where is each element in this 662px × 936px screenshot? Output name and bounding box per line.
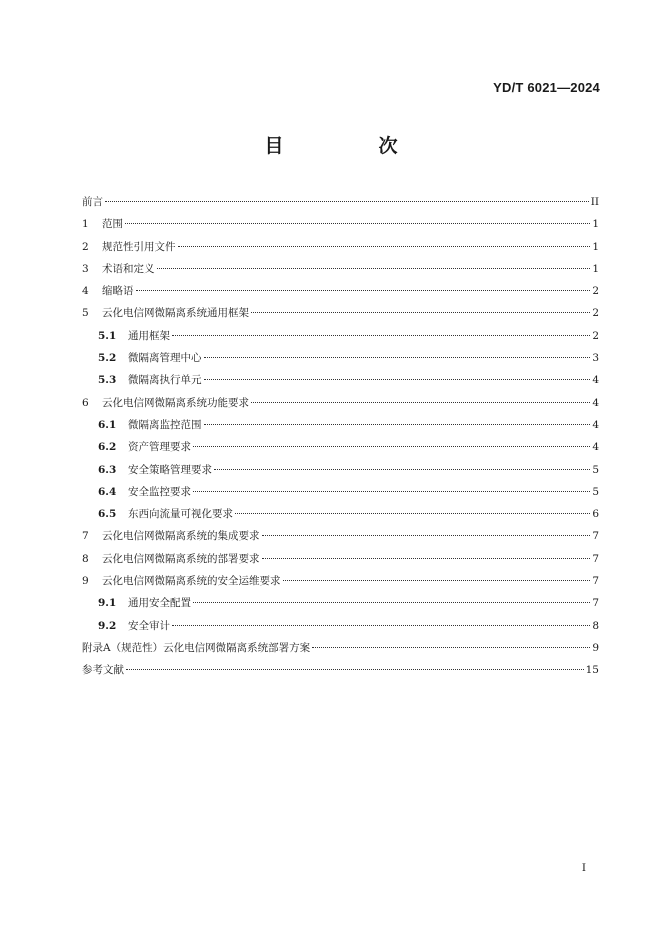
toc-entry[interactable]	[82, 459, 599, 481]
toc-entry-label: 范围	[102, 218, 123, 231]
dot-leader	[204, 379, 591, 380]
toc-entry-page: 2	[592, 307, 599, 320]
toc-entry-label: 规范性引用文件	[102, 240, 176, 253]
toc-entry[interactable]	[82, 280, 599, 302]
toc-entry-page: 6	[592, 508, 599, 521]
toc-entry[interactable]	[82, 436, 599, 458]
toc-entry-number: 6.5	[98, 508, 117, 521]
table-of-contents	[82, 191, 599, 682]
toc-entry-label: 云化电信网微隔离系统的部署要求	[102, 552, 260, 565]
toc-entry-number: 5.3	[98, 374, 117, 387]
toc-entry-number: 6.1	[98, 418, 117, 431]
toc-entry-label: 资产管理要求	[128, 441, 191, 454]
toc-entry-number: 6	[82, 396, 89, 409]
toc-entry[interactable]	[82, 347, 599, 369]
dot-leader	[312, 647, 590, 648]
toc-entry-number: 6.4	[98, 485, 117, 498]
toc-entry-label: 安全策略管理要求	[128, 463, 212, 476]
toc-entry-page: 7	[592, 575, 599, 588]
toc-entry-page: 4	[592, 418, 599, 431]
toc-entry[interactable]	[82, 258, 599, 280]
dot-leader	[172, 335, 590, 336]
dot-leader	[193, 491, 590, 492]
dot-leader	[214, 469, 590, 470]
toc-entry[interactable]	[82, 302, 599, 324]
toc-entry-page: 2	[592, 285, 599, 298]
toc-entry-number: 5.1	[98, 329, 117, 342]
toc-entry-page: 5	[592, 463, 599, 476]
toc-entry-page: 8	[592, 619, 599, 632]
dot-leader	[235, 513, 590, 514]
toc-entry-label: 微隔离执行单元	[128, 374, 202, 387]
toc-entry-number: 9.1	[98, 597, 117, 610]
toc-entry-label: 云化电信网微隔离系统的集成要求	[102, 530, 260, 543]
toc-entry-number: 6.3	[98, 463, 117, 476]
toc-entry[interactable]	[82, 503, 599, 525]
toc-entry-number: 1	[82, 218, 89, 231]
page-number: I	[581, 862, 586, 874]
dot-leader	[262, 558, 591, 559]
toc-entry-page: 7	[592, 552, 599, 565]
toc-entry-page: II	[590, 196, 599, 208]
toc-entry-number: 4	[82, 285, 89, 298]
dot-leader	[193, 446, 590, 447]
toc-entry[interactable]	[82, 615, 599, 637]
toc-entry-page: 1	[592, 262, 599, 275]
dot-leader	[204, 357, 591, 358]
toc-entry[interactable]	[82, 369, 599, 391]
toc-entry-number: 9	[82, 575, 89, 588]
toc-entry-page: 9	[592, 641, 599, 654]
toc-entry-number: 3	[82, 262, 89, 275]
toc-entry[interactable]	[82, 414, 599, 436]
toc-entry-label: 附录A（规范性）云化电信网微隔离系统部署方案	[82, 641, 311, 654]
dot-leader	[204, 424, 591, 425]
toc-entry-page: 3	[592, 352, 599, 365]
dot-leader	[125, 223, 590, 224]
toc-entry[interactable]	[82, 392, 599, 414]
toc-entry-label: 术语和定义	[102, 262, 155, 275]
toc-entry-number: 6.2	[98, 441, 117, 454]
toc-entry[interactable]	[82, 659, 599, 681]
toc-entry-page: 4	[592, 441, 599, 454]
toc-entry-label: 微隔离管理中心	[128, 352, 202, 365]
toc-entry-label: 参考文献	[82, 664, 124, 677]
toc-entry-label: 云化电信网微隔离系统通用框架	[102, 307, 249, 320]
toc-entry-page: 2	[592, 329, 599, 342]
toc-entry[interactable]	[82, 236, 599, 258]
dot-leader	[136, 290, 591, 291]
dot-leader	[172, 625, 590, 626]
toc-entry[interactable]	[82, 548, 599, 570]
toc-entry-number: 2	[82, 240, 89, 253]
toc-entry-page: 4	[592, 396, 599, 409]
toc-entry-number: 5.2	[98, 352, 117, 365]
toc-entry-label: 安全审计	[128, 619, 170, 632]
dot-leader	[178, 246, 591, 247]
toc-entry[interactable]	[82, 191, 599, 213]
toc-entry-page: 5	[592, 485, 599, 498]
toc-entry-label: 东西向流量可视化要求	[128, 508, 233, 521]
dot-leader	[251, 312, 590, 313]
dot-leader	[105, 201, 589, 202]
dot-leader	[157, 268, 591, 269]
toc-entry[interactable]	[82, 637, 599, 659]
toc-entry-label: 微隔离监控范围	[128, 418, 202, 431]
toc-entry-page: 1	[592, 240, 599, 253]
toc-entry-number: 9.2	[98, 619, 117, 632]
document-code: YD/T 6021—2024	[493, 80, 600, 95]
toc-entry-label: 云化电信网微隔离系统的安全运维要求	[102, 575, 281, 588]
toc-entry-page: 1	[592, 218, 599, 231]
toc-entry-number: 7	[82, 530, 89, 543]
toc-entry-page: 4	[592, 374, 599, 387]
toc-entry-label: 云化电信网微隔离系统功能要求	[102, 396, 249, 409]
toc-entry-page: 15	[585, 664, 599, 677]
dot-leader	[126, 669, 584, 670]
toc-entry[interactable]	[82, 481, 599, 503]
toc-entry-label: 通用框架	[128, 329, 170, 342]
dot-leader	[262, 535, 591, 536]
dot-leader	[283, 580, 591, 581]
toc-entry-label: 安全监控要求	[128, 485, 191, 498]
toc-entry[interactable]	[82, 570, 599, 592]
toc-entry[interactable]	[82, 325, 599, 347]
toc-entry-label: 前言	[82, 196, 103, 208]
toc-entry[interactable]	[82, 592, 599, 614]
dot-leader	[251, 402, 590, 403]
page-title: 目 次	[264, 135, 436, 157]
toc-entry-page: 7	[592, 597, 599, 610]
dot-leader	[193, 602, 590, 603]
toc-entry[interactable]	[82, 525, 599, 547]
toc-entry-label: 通用安全配置	[128, 597, 191, 610]
toc-entry[interactable]	[82, 213, 599, 235]
toc-entry-page: 7	[592, 530, 599, 543]
toc-entry-number: 5	[82, 307, 89, 320]
toc-entry-number: 8	[82, 552, 89, 565]
toc-entry-label: 缩略语	[102, 285, 134, 298]
